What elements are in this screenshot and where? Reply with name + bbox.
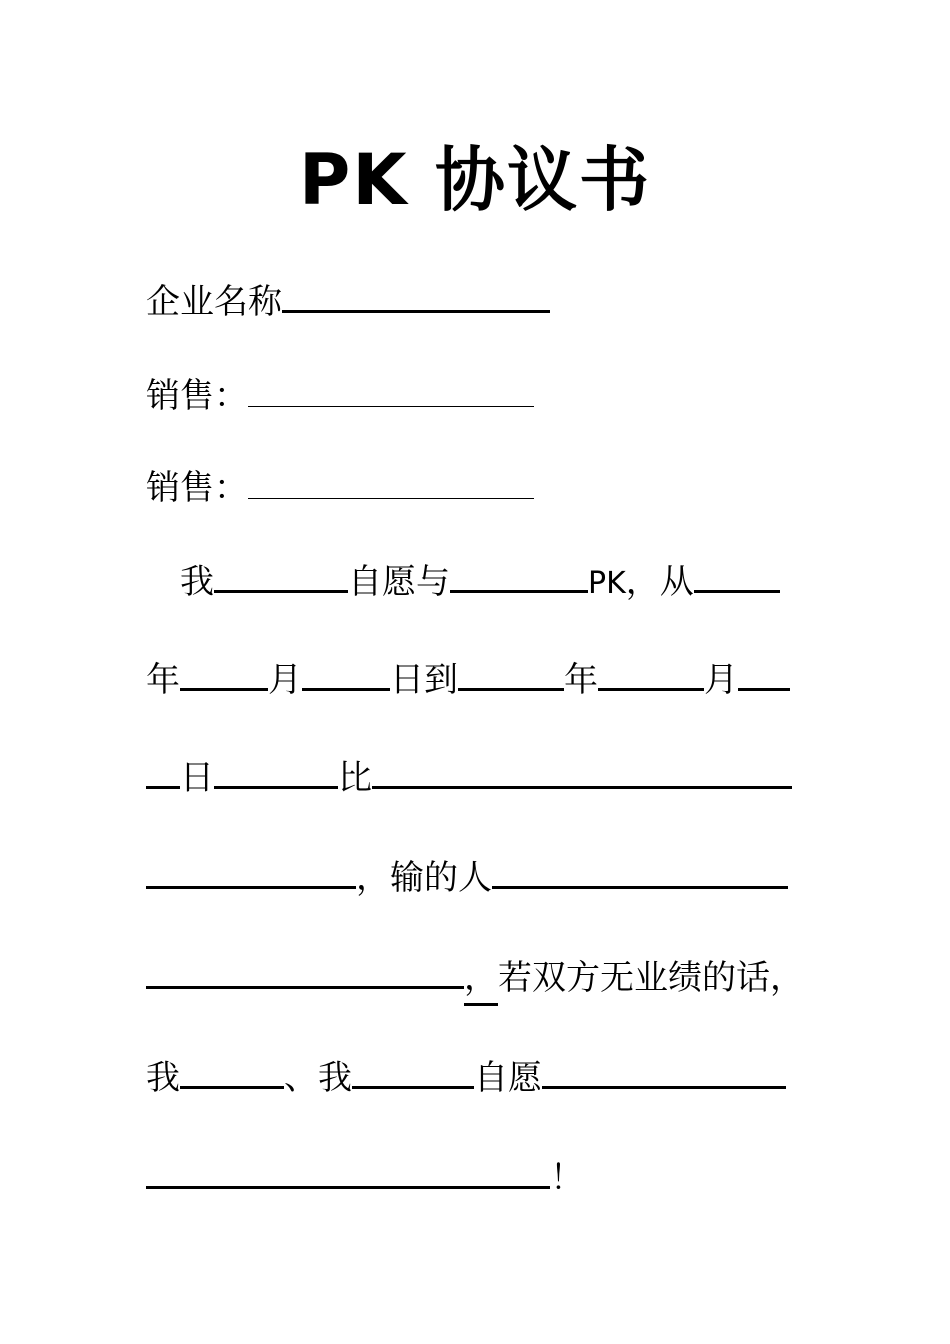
sales-row-1	[146, 370, 826, 420]
page-title: PK 协议书	[299, 139, 651, 221]
text-ri-dao: 日到	[390, 660, 458, 700]
blank-end-day-rest[interactable]	[146, 750, 180, 789]
text-nian-1: 年	[146, 660, 180, 700]
text-yue-1: 月	[268, 660, 302, 700]
sales-label-1: 销售：	[146, 376, 248, 416]
blank-end-year[interactable]	[458, 652, 564, 691]
blank-start-day[interactable]	[302, 652, 390, 691]
text-pk: PK	[588, 566, 626, 601]
sales-name-field-1[interactable]	[248, 370, 534, 407]
agreement-line-1	[146, 554, 826, 604]
blank-compare-content-rest[interactable]	[146, 850, 356, 889]
blank-no-result-penalty-rest[interactable]	[146, 1150, 550, 1189]
text-ziyuan-yu: 自愿与	[348, 562, 450, 602]
text-wo-2: 我	[146, 1058, 180, 1098]
text-shu-de-ren: 输的人	[390, 858, 492, 898]
sales-name-field-2[interactable]	[248, 462, 534, 499]
blank-party-a[interactable]	[214, 554, 348, 593]
company-name-field[interactable]	[282, 274, 550, 313]
text-nian-2: 年	[564, 660, 598, 700]
company-row	[146, 274, 826, 324]
text-yue-2: 月	[704, 660, 738, 700]
text-wo: 我	[180, 562, 214, 602]
text-exclaim: ！	[550, 1158, 584, 1198]
blank-no-result-penalty[interactable]	[542, 1050, 786, 1089]
agreement-line-3	[146, 750, 826, 800]
blank-compare-content[interactable]	[372, 750, 792, 789]
text-ruo: 若双方无业绩的话，	[498, 958, 804, 998]
blank-person-2[interactable]	[352, 1050, 474, 1089]
blank-start-year-part[interactable]	[694, 554, 780, 593]
agreement-line-7	[146, 1150, 826, 1200]
text-dun-wo: 、我	[284, 1058, 352, 1098]
blank-end-month[interactable]	[598, 652, 704, 691]
text-comma-1: ，	[356, 858, 390, 898]
blank-party-b[interactable]	[450, 554, 588, 593]
text-cong: ，从	[625, 562, 694, 602]
agreement-line-2	[146, 652, 826, 702]
text-bi: 比	[338, 758, 372, 798]
blank-end-day-part[interactable]	[738, 652, 790, 691]
text-comma-2: ，	[464, 953, 498, 1006]
blank-loser-penalty-rest[interactable]	[146, 950, 464, 989]
agreement-line-4	[146, 850, 826, 900]
blank-loser-penalty[interactable]	[492, 850, 788, 889]
agreement-line-5	[146, 950, 826, 1000]
blank-compare-item[interactable]	[214, 750, 338, 789]
company-label: 企业名称	[146, 282, 282, 322]
sales-row-2	[146, 462, 826, 512]
text-ziyuan: 自愿	[474, 1058, 542, 1098]
text-ri: 日	[180, 758, 214, 798]
sales-label-2: 销售：	[146, 468, 248, 508]
agreement-line-6	[146, 1050, 826, 1100]
blank-person-1[interactable]	[180, 1050, 284, 1089]
blank-start-month[interactable]	[180, 652, 268, 691]
